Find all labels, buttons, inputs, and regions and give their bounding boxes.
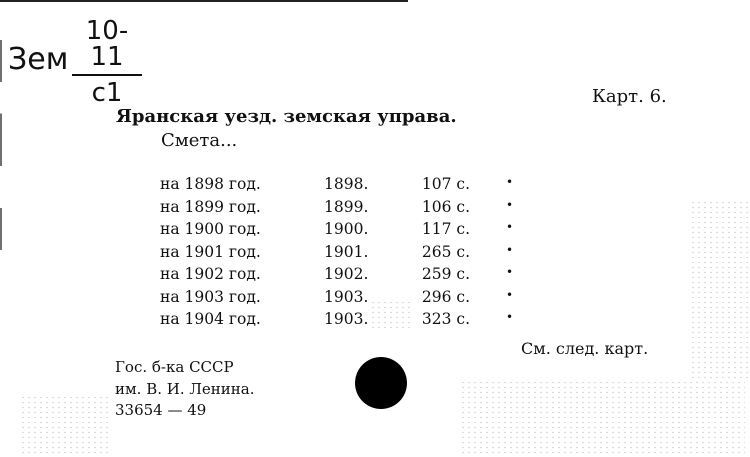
handwritten-label: Зем — [8, 42, 69, 77]
holding-number: 1903. — [324, 310, 369, 328]
holding-row — [0, 265, 750, 288]
holding-year: на 1903 год. — [160, 287, 261, 306]
stamp-line-library: Гос. б-ка СССР — [115, 358, 234, 376]
holding-mark: • — [506, 175, 514, 189]
scan-noise — [370, 300, 410, 330]
stamp-line-number: 33654 — 49 — [115, 401, 207, 419]
holding-number: 1899. — [324, 197, 369, 216]
holding-number: 1901. — [324, 242, 369, 261]
holding-mark: • — [506, 287, 514, 302]
holding-number: 1902. — [324, 265, 369, 283]
holding-year: на 1904 год. — [160, 310, 261, 328]
holding-mark: • — [506, 310, 514, 324]
holding-number: 1898. — [324, 175, 369, 193]
holding-mark: • — [506, 220, 514, 234]
scan-noise — [460, 380, 745, 455]
card-subheading: Смета... — [161, 130, 238, 151]
holding-year: на 1900 год. — [160, 220, 261, 238]
holding-row — [0, 220, 750, 243]
holding-mark: • — [506, 242, 514, 257]
holding-year: на 1899 год. — [160, 197, 261, 216]
stamp-line-name: им. В. И. Ленина. — [115, 379, 255, 398]
holding-row — [0, 198, 750, 221]
holding-pages: 107 с. — [421, 175, 470, 193]
holding-year: на 1902 год. — [160, 265, 261, 283]
card-heading: Яранская уезд. земская управа. — [116, 106, 457, 127]
scan-noise — [690, 200, 748, 380]
holding-pages: 106 с. — [421, 197, 470, 216]
ink-blot — [355, 357, 407, 409]
holding-pages: 117 с. — [421, 220, 470, 238]
see-next-card-note: См. след. карт. — [521, 339, 649, 358]
handwritten-shelfmark — [72, 18, 142, 106]
holding-mark: • — [506, 197, 514, 212]
top-border-line — [0, 0, 408, 2]
holding-year: на 1898 год. — [160, 175, 261, 193]
holding-pages: 265 с. — [421, 242, 470, 261]
holding-number: 1900. — [324, 220, 369, 238]
shelfmark-denominator: c1 — [91, 78, 123, 108]
card-number: Карт. 6. — [592, 86, 667, 107]
scan-noise — [20, 395, 110, 455]
holding-row — [0, 175, 750, 198]
holding-year: на 1901 год. — [160, 242, 261, 261]
library-stamp — [115, 357, 254, 422]
shelfmark-numerator: 10-11 — [72, 18, 142, 76]
holding-pages: 259 с. — [421, 265, 470, 283]
holding-number: 1903. — [324, 287, 369, 306]
holding-pages: 296 с. — [421, 287, 470, 306]
holding-mark: • — [506, 265, 514, 279]
holding-pages: 323 с. — [421, 310, 470, 328]
holding-row — [0, 243, 750, 266]
